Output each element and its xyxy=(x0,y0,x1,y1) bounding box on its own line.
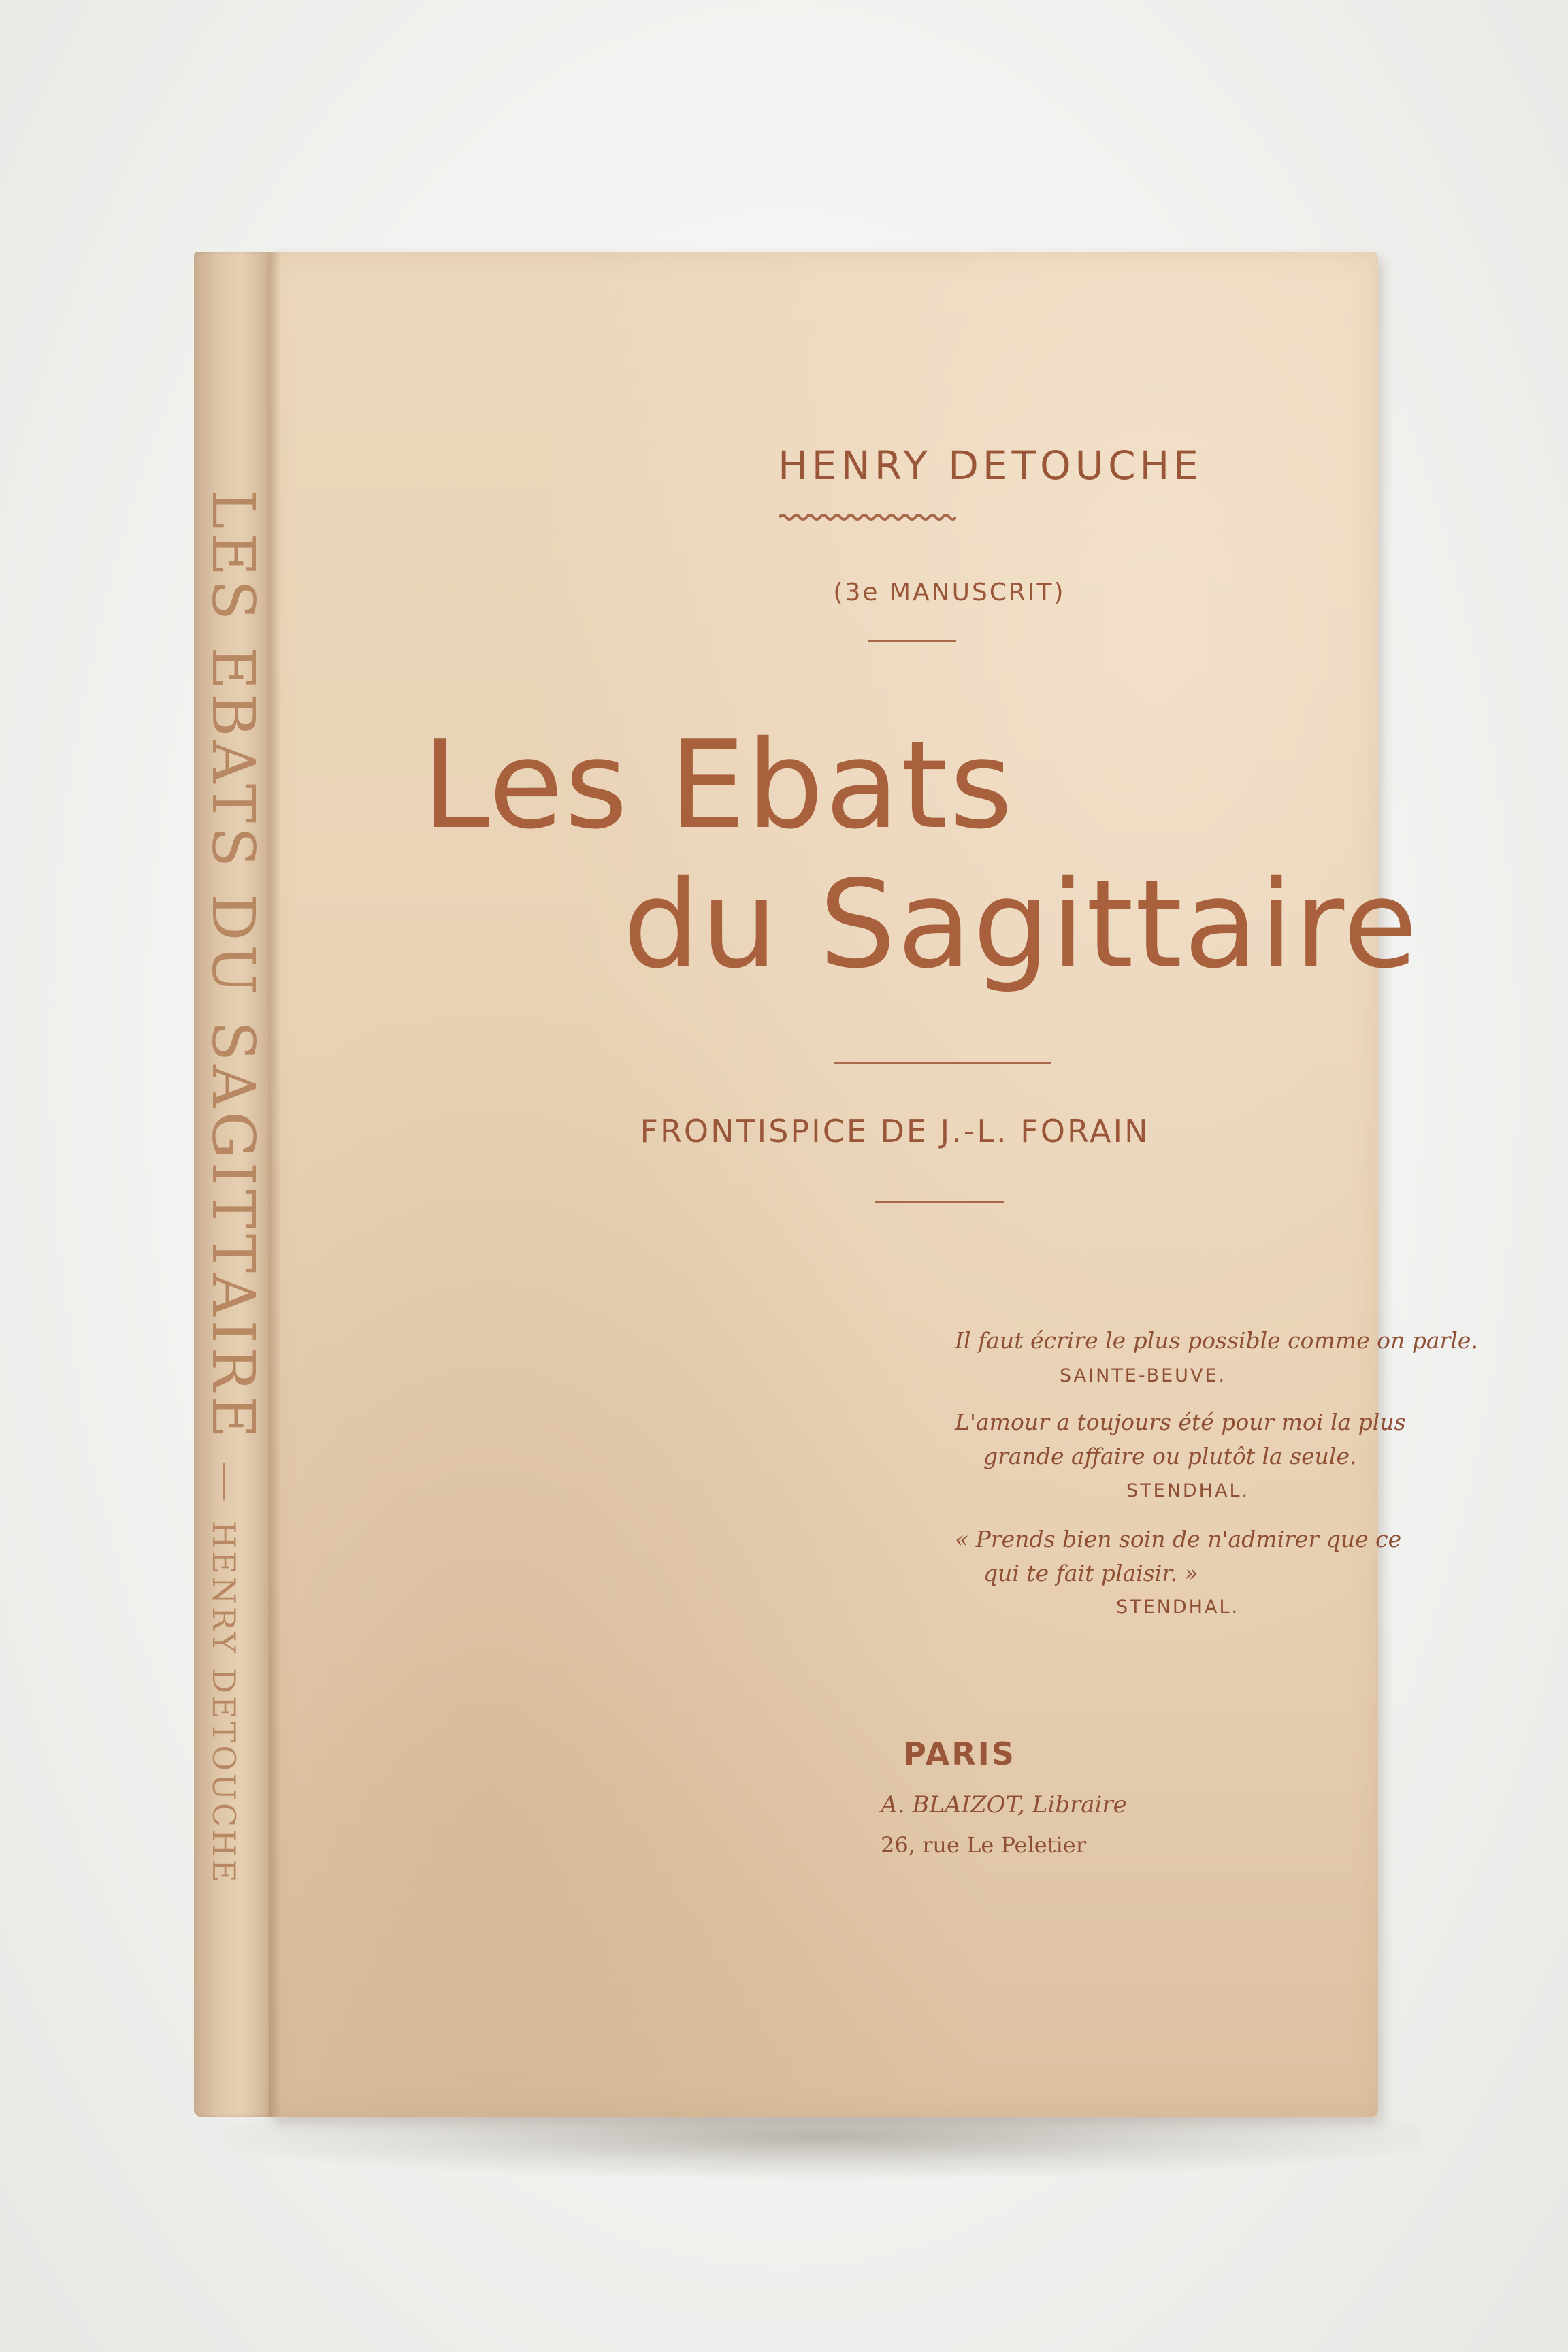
publisher-address: 26, rue Le Peletier xyxy=(881,1832,1086,1858)
rule-2 xyxy=(834,1062,1051,1064)
author-name: HENRY DETOUCHE xyxy=(778,442,1203,489)
wavy-rule xyxy=(779,510,956,524)
quote-3-line-1: « Prends bien soin de n'admirer que ce xyxy=(955,1526,1402,1552)
quote-1-author: SAINTE-BEUVE. xyxy=(1060,1365,1227,1386)
spine-text xyxy=(199,303,267,2072)
rule-1 xyxy=(868,640,956,642)
quote-3-line-2: qui te fait plaisir. » xyxy=(983,1560,1198,1586)
rule-3 xyxy=(875,1201,1004,1203)
manuscript-label: (3e MANUSCRIT) xyxy=(833,578,1066,606)
publication-city: PARIS xyxy=(903,1735,1016,1772)
spine-author: HENRY DETOUCHE xyxy=(206,1521,242,1885)
quote-3-author: STENDHAL. xyxy=(1116,1597,1240,1618)
frontispiece-credit: FRONTISPICE DE J.-L. FORAIN xyxy=(640,1113,1150,1149)
book-spine xyxy=(194,252,272,2117)
spine-title: LES EBATS DU SAGITTAIRE xyxy=(199,490,267,1443)
quote-2-line-2: grande affaire ou plutôt la seule. xyxy=(983,1443,1357,1469)
spine-separator: — xyxy=(203,1461,250,1503)
quote-2-author: STENDHAL. xyxy=(1126,1480,1250,1501)
front-cover xyxy=(269,252,1478,2117)
book xyxy=(194,252,1478,2117)
title-line-2: du Sagittaire xyxy=(623,854,1419,995)
spine-fold xyxy=(269,252,281,2117)
publisher-name: A. BLAIZOT, Libraire xyxy=(881,1791,1127,1818)
title-line-1: Les Ebats xyxy=(422,715,1014,855)
quote-2-line-1: L'amour a toujours été pour moi la plus xyxy=(955,1409,1406,1435)
quote-1-text: Il faut écrire le plus possible comme on parle. xyxy=(955,1327,1478,1354)
